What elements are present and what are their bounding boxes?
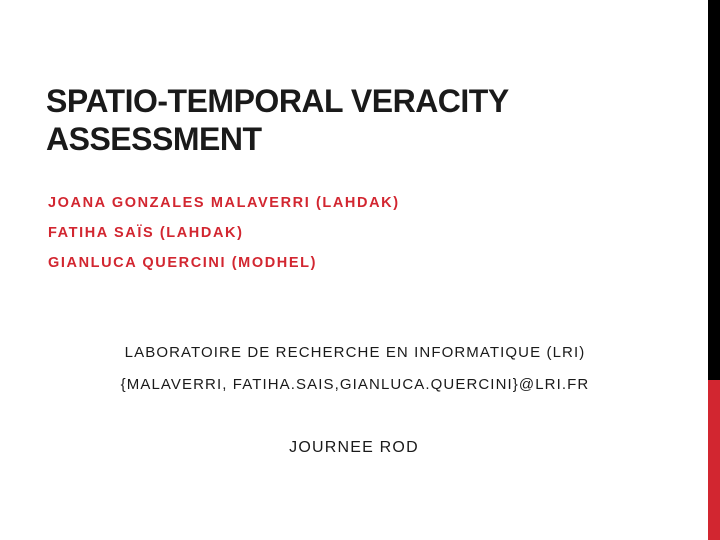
sidebar-black-bar [708, 0, 720, 380]
title-line-1: SPATIO-TEMPORAL VERACITY [46, 83, 509, 119]
author-list [48, 193, 400, 283]
slide-title [46, 82, 646, 158]
author-item: JOANA GONZALES MALAVERRI (LAHDAK) [48, 195, 400, 211]
author-item: GIANLUCA QUERCINI (MODHEL) [48, 255, 318, 271]
sidebar-red-bar [708, 380, 720, 540]
author-item: FATIHA SAÏS (LAHDAK) [48, 225, 244, 241]
affiliation-text: LABORATOIRE DE RECHERCHE EN INFORMATIQUE (LRI) [124, 344, 586, 361]
email-addresses: {MALAVERRI, FATIHA.SAIS,GIANLUCA.QUERCINI}@LRI.FR [120, 376, 590, 393]
title-line-2: ASSESSMENT [46, 121, 262, 157]
event-name: JOURNEE ROD [289, 439, 419, 456]
